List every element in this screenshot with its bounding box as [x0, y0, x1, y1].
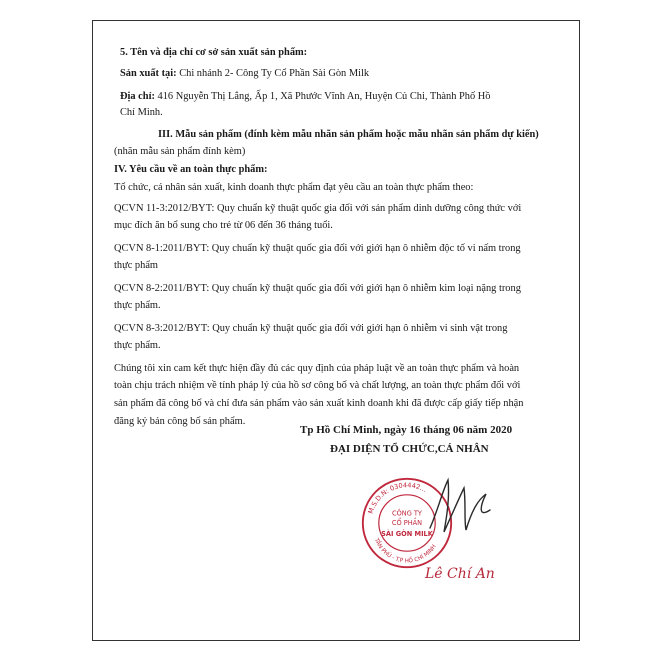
standard-item-1-cont: mục đích ăn bổ sung cho trẻ từ 06 đến 36 tháng tuổi. [114, 220, 333, 231]
standard-item-3: QCVN 8-2:2011/BYT: Quy chuẩn kỹ thuật quốc gia đối với giới hạn ô nhiễm kim loại nặng trong [114, 283, 521, 294]
commitment-line-3: sản phẩm đã công bố và chỉ đưa sản phẩm vào sản xuất kinh doanh khi đã được cấp giấy tiếp nhận [114, 398, 524, 409]
section4-heading: IV. Yêu cầu về an toàn thực phẩm: [114, 164, 268, 175]
commitment-line-2: toàn chịu trách nhiệm về tính pháp lý của hồ sơ công bố và chất lượng, an toàn thực phẩm đối với [114, 380, 521, 391]
standard-item-4-cont: thực phẩm. [114, 340, 161, 351]
standard-item-2: QCVN 8-1:2011/BYT: Quy chuẩn kỹ thuật quốc gia đối với giới hạn ô nhiễm độc tố vi nấm trong [114, 243, 521, 254]
svg-text:CÔNG TY: CÔNG TY [392, 509, 422, 518]
producer-label: Sản xuất tại: [120, 68, 177, 79]
svg-text:M.S.D.N: 0304442...: M.S.D.N: 0304442... [366, 481, 429, 515]
producer-value: Chi nhánh 2- Công Ty Cổ Phần Sài Gòn Milk [176, 68, 370, 79]
section3-note: (nhãn mẫu sản phẩm đính kèm) [114, 146, 246, 157]
place-date: Tp Hồ Chí Minh, ngày 16 tháng 06 năm 2020 [300, 424, 513, 436]
section3-heading: III. Mẫu sản phẩm (đính kèm mẫu nhãn sản phẩm hoặc mẫu nhãn sản phẩm dự kiến) [158, 129, 539, 140]
svg-text:CỔ PHẦN: CỔ PHẦN [391, 518, 423, 527]
svg-text:SÀI GÒN MILK: SÀI GÒN MILK [381, 530, 433, 539]
signature-title: ĐẠI DIỆN TỔ CHỨC,CÁ NHÂN [330, 443, 489, 455]
standard-item-1: QCVN 11-3:2012/BYT: Quy chuẩn kỹ thuật quốc gia đối với sản phẩm dinh dưỡng công thức với [114, 203, 522, 214]
handwritten-signature-icon [420, 470, 500, 540]
svg-text:TÂN PHÚ - T.P HỒ CHÍ MINH: TÂN PHÚ - T.P HỒ CHÍ MINH [372, 537, 438, 565]
standard-item-3-cont: thực phẩm. [114, 300, 161, 311]
commitment-line-4: đăng ký bản công bố sản phẩm. [114, 416, 246, 427]
address-value: 416 Nguyễn Thị Lắng, Ấp 1, Xã Phước Vĩnh An, Huyện Củ Chi, Thành Phố Hồ [154, 91, 491, 102]
address-line [120, 90, 490, 103]
signer-name: Lê Chí An [425, 566, 495, 582]
address-label: Địa chỉ: [120, 91, 155, 102]
standard-item-2-cont: thực phẩm [114, 260, 159, 271]
section5-heading: 5. Tên và địa chỉ cơ sở sản xuất sản phẩm: [120, 47, 308, 58]
address-line-2: Chí Minh. [120, 107, 163, 118]
section4-intro: Tổ chức, cá nhân sản xuất, kinh doanh thực phẩm đạt yêu cầu an toàn thực phẩm theo: [114, 182, 474, 193]
commitment-line-1: Chúng tôi xin cam kết thực hiện đầy đủ các quy định của pháp luật về an toàn thực phẩm và hoàn [114, 363, 520, 374]
standard-item-4: QCVN 8-3:2012/BYT: Quy chuẩn kỹ thuật quốc gia đối với giới hạn ô nhiễm vi sinh vật trong [114, 323, 508, 334]
producer-line [120, 67, 369, 80]
